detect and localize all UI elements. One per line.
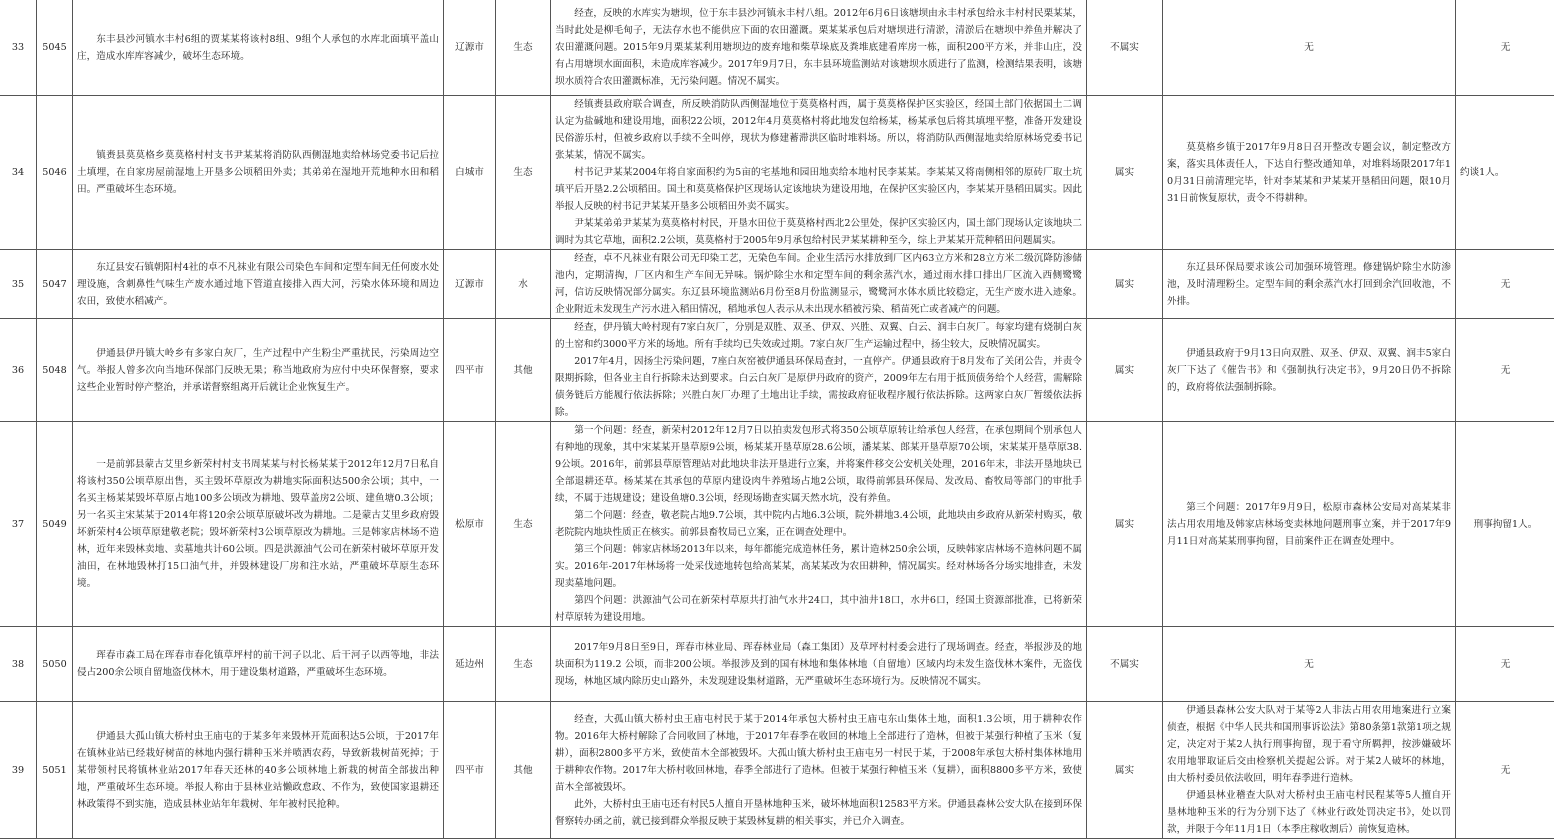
verdict: 不属实 [1087, 0, 1163, 96]
verdict: 属实 [1087, 319, 1163, 422]
verdict: 属实 [1087, 250, 1163, 319]
investigation-result [551, 319, 1087, 422]
paragraph: 经查，大孤山镇大桥村虫王庙屯村民于某于2014年承包大桥村虫王庙屯东山集体土地，面积1.3公顷，用于耕种农作物。2016年大桥村解除了合同收回了林地，于2017年春季在收回的林地上全部进行了造林，但被于某强行种植了玉米（复耕），面积2800多平方米，致使苗木全部被毁坏。大孤山镇大桥村虫王庙屯另一村民于某，于2008年承包大桥村集体林地用于耕种农作物。2017年大桥村收回林地，春季全部进行了造林。但被于某强行种植玉米（复耕），面积8800多平方米，致使苗木全部被毁坏。 [555, 711, 1082, 796]
table-row [0, 702, 1554, 839]
complaint-content [73, 702, 444, 839]
paragraph: 尹某某弟弟尹某某为莫莫格村村民，开垦水田位于莫莫格村西北2公里处，保护区实验区内，国土部门现场认定该地块二调时为其它草地，面积2.2公顷，莫莫格村于2005年9月承包给村民尹某某耕种至今，综上尹某某开荒种稻田问题属实。 [555, 215, 1082, 249]
investigation-result [551, 96, 1087, 250]
city: 辽源市 [444, 250, 496, 319]
table-row [0, 0, 1554, 96]
complaint-content [73, 250, 444, 319]
paragraph: 经查，卓不凡袜业有限公司无印染工艺，无染色车间。企业生活污水排放到厂区内63立方米和28立方米二级沉降防渗储池内，定期清掏，厂区内和生产车间无异味。锅炉除尘水和定型车间的剩余蒸汽水，通过雨水排口排出厂区流入西侧鹭鹭河，信访反映情况部分属实。东辽县环境监测站6月份至8月份监测显示，鹭鹭河水体水质比较稳定，无生产废水进入迹象。企业附近未发现生产污水进入稻田情况，稻地承包人表示从未出现水稻被污染、稻苗死亡或者减产的问题。 [555, 250, 1082, 318]
row-number: 37 [0, 422, 37, 627]
complaint-content [73, 422, 444, 627]
accountability: 无 [1456, 0, 1554, 96]
complaint-content [73, 96, 444, 250]
case-id: 5047 [37, 250, 73, 319]
accountability: 无 [1456, 702, 1554, 839]
paragraph: 东辽县环保局要求该公司加强环境管理。修建锅炉除尘水防渗池，及时清理粉尘。定型车间的剩余蒸汽水打回到余汽回收池，不外排。 [1167, 259, 1451, 310]
row-number: 38 [0, 627, 37, 702]
paragraph: 一是前郭县蒙古艾里乡新荣村村支书周某某与村长杨某某于2012年12月7日私自将该村350公顷草原出售，买主毁坏草原改为耕地实际面积达500余公顷；其中，一名买主杨某某毁坏草原占地100多公顷改为耕地、毁草盖房2公顷、建鱼塘0.3公顷；另一名买主宋某某于2014年将120余公顷草原破坏改为耕地。二是蒙古艾里乡政府毁坏新荣村4公顷草原建敬老院；毁坏新荣村3公顷草原改为耕地。三是韩家店林场不造林，近年来毁林卖地、卖墓地共计60公顷。四是洪源油气公司在新荣村破坏草原开发油田，在林地毁林打15口油气井，并毁林建设厂房和注水站，严重破坏草原生态环境。 [77, 456, 439, 592]
complaint-content [73, 319, 444, 422]
row-number: 33 [0, 0, 37, 96]
city: 辽源市 [444, 0, 496, 96]
paragraph: 村书记尹某某2004年将自家面积约为5亩的宅基地和园田地卖给本地村民李某某。李某某又将南侧相邻的原砖厂取土坑填平后开垦2.2公顷稻田。国土和莫莫格保护区现场认定该地块为建设用地，在保护区实验区内，李某某开垦稻田属实。因此举报人反映的村书记尹某某开垦多公顷稻田外卖不属实。 [555, 164, 1082, 215]
city: 延边州 [444, 627, 496, 702]
paragraph: 经查，伊丹镇大岭村现有7家白灰厂，分别是双胜、双圣、伊双、兴胜、双翼、白云、润丰白灰厂。每家均建有烧制白灰的土窑和约3000平方米的场地。所有手续均已失效或过期。7家白灰厂生产运输过程中，扬尘较大，反映情况属实。 [555, 319, 1082, 353]
paragraph: 第三个问题：韩家店林场2013年以来，每年都能完成造林任务，累计造林250余公顷，反映韩家店林场不造林问题不属实。2016年-2017年林场将一处采伐迹地转包给高某某，高某某改为农田耕种，情况属实。经对林场各分场实地排查，未发现卖墓地问题。 [555, 541, 1082, 592]
handling-result [1163, 702, 1456, 839]
row-number: 39 [0, 702, 37, 839]
case-id: 5050 [37, 627, 73, 702]
handling-result [1163, 319, 1456, 422]
investigation-result [551, 627, 1087, 702]
paragraph: 2017年4月，因扬尘污染问题，7座白灰窑被伊通县环保局查封，一直停产。伊通县政府于8月发布了关闭公告，并责令限期拆除，但各业主自行拆除未达到要求。白云白灰厂是原伊丹政府的资产，2009年左右用于抵顶债务给个人经营，需解除债务链后方能履行依法拆除；兴胜白灰厂办理了土地出让手续，需按政府征收程序履行依法拆除。这两家白灰厂暂缓依法拆除。 [555, 353, 1082, 421]
paragraph: 第一个问题：经查，新荣村2012年12月7日以拍卖发包形式将350公顷草原转让给承包人经营，在承包期间个别承包人有种地的现象，其中宋某某开垦草原9公顷，杨某某开垦草原28.6公顷，潘某某、郎某开垦草原70公顷，宋某某开垦草原38.9公顷。2016年，前郭县草原管理站对此地块非法开垦进行立案，并将案件移交公安机关处理，2016年末，非法开垦地块已全部退耕还草。杨某某在其承包的草原内建设肉牛养殖场占地2公顷，取得前郭县环保局、发改局、畜牧局等部门的审批手续，不属于违规建设；建设鱼塘0.3公顷，经现场勘查实属天然水坑，没有养鱼。 [555, 422, 1082, 507]
verdict: 不属实 [1087, 627, 1163, 702]
row-number: 34 [0, 96, 37, 250]
verdict: 属实 [1087, 702, 1163, 839]
row-number: 36 [0, 319, 37, 422]
paragraph: 经查，反映的水库实为塘坝，位于东丰县沙河镇永丰村八组。2012年6月6日该塘坝由永丰村承包给永丰村村民栗某某，当时此处是柳毛甸子，无法存水也不能供应下面的农田灌溉。栗某某承包后对塘坝进行清淤，清淤后在塘坝中养鱼并解决了农田灌溉问题。2015年9月栗某某利用塘坝边的废弃地和柴草垛底及粪堆底建看库房一栋，面积200平方米，并非山庄，没有占用塘坝水面面积，未造成库容减少。2017年9月7日，东丰县环境监测站对该塘坝水质进行了监测，检测结果表明，该塘坝水质符合农田灌溉标准，无污染问题。情况不属实。 [555, 5, 1082, 90]
complaint-content [73, 0, 444, 96]
complaint-content [73, 627, 444, 702]
pollution-type: 生态 [496, 422, 551, 627]
case-id: 5046 [37, 96, 73, 250]
paragraph: 珲春市森工局在珲春市春化镇草坪村的前干河子以北、后干河子以西等地，非法侵占200余公顷自留地盗伐林木，用于建设集材道路，严重破坏生态环境。 [77, 647, 439, 681]
pollution-type: 生态 [496, 96, 551, 250]
pollution-type: 其他 [496, 319, 551, 422]
investigation-result [551, 702, 1087, 839]
investigation-result [551, 0, 1087, 96]
pollution-type: 水 [496, 250, 551, 319]
pollution-type: 生态 [496, 627, 551, 702]
handling-result [1163, 96, 1456, 250]
verdict: 属实 [1087, 96, 1163, 250]
paragraph: 东辽县安石镇朝阳村4社的卓不凡袜业有限公司染色车间和定型车间无任何废水处理设施，含刺鼻性气味生产废水通过地下管道直接排入西大河，污染水体环境和周边农田，致使水稻减产。 [77, 259, 439, 310]
row-number: 35 [0, 250, 37, 319]
paragraph: 伊通县伊丹镇大岭乡有多家白灰厂，生产过程中产生粉尘严重扰民，污染周边空气。举报人曾多次向当地环保部门反映无果；称当地政府为应付中央环保督察，要求这些企业暂时停产整治，并承诺督察组离开后就让企业恢复生产。 [77, 345, 439, 396]
pollution-type: 其他 [496, 702, 551, 839]
paragraph: 莫莫格乡镇于2017年9月8日召开整改专题会议，制定整改方案，落实具体责任人，下达自行整改通知单，对堆料场限2017年10月31日前清理完毕，针对李某某和尹某某开垦稻田问题，限10月31日前恢复原状，责令不得耕种。 [1167, 139, 1451, 207]
city: 四平市 [444, 319, 496, 422]
handling-result [1163, 250, 1456, 319]
paragraph: 2017年9月8日至9日，珲春市林业局、珲春林业局（森工集团）及草坪村村委会进行了现场调查。经查，举报涉及的地块面积为119.2 公顷，而非200公顷。举报涉及到的国有林地和集体林地（自留地）区域内均未发生盗伐林木案件，无盗伐现场，林地区域内除历史山路外，未发现建设集材道路，无严重破坏生态环境行为。反映情况不属实。 [555, 639, 1082, 690]
paragraph: 第二个问题：经查，敬老院占地9.7公顷，其中院内占地6.3公顷，院外耕地3.4公顷，此地块由乡政府从新荣村购买，敬老院院内地块性质正在核实。前郭县畜牧局已立案，正在调查处理中。 [555, 507, 1082, 541]
accountability: 无 [1456, 319, 1554, 422]
paragraph: 此外，大桥村虫王庙屯还有村民5人擅自开垦林地种玉米，破坏林地面积12583平方米。伊通县森林公安大队在接到环保督察转办函之前，就已接到群众举报反映于某毁林复耕的相关事实，并已介入调查。 [555, 796, 1082, 830]
accountability: 刑事拘留1人。 [1456, 422, 1554, 627]
case-id: 5045 [37, 0, 73, 96]
case-id: 5048 [37, 319, 73, 422]
paragraph: 伊通县大孤山镇大桥村虫王庙屯的于某多年来毁林开荒面积达5公顷，于2017年在镇林业站已经栽好树苗的林地内强行耕种玉米并喷洒农药，导致新栽树苗死掉；于某带领村民将镇林业站2017年春天还林的40多公顷林地上新栽的树苗全部拔出种地，严重破坏生态环境。举报人称由于县林业站懒政怠政、不作为，致使国家退耕还林政策得不到实施，造成县林业站年年栽树、年年被村民抢种。 [77, 728, 439, 813]
handling-result: 无 [1163, 627, 1456, 702]
paragraph: 第三个问题：2017年9月9日，松原市森林公安局对高某某非法占用农用地及韩家店林场变卖林地问题刑事立案，并于2017年9月11日对高某某刑事拘留，目前案件正在调查处理中。 [1167, 499, 1451, 550]
paragraph: 伊通县森林公安大队对于某等2人非法占用农用地案进行立案侦查，根据《中华人民共和国刑事诉讼法》第80条第1款第1项之规定，决定对于某2人执行刑事拘留，现于看守所羁押，按涉嫌破坏农用地罪取证后交由检察机关提起公诉。对于某2人破坏的林地，由大桥村委员依法收回，明年春季进行造林。 [1167, 702, 1451, 787]
paragraph: 伊通县林业稽查大队对大桥村虫王庙屯村民程某等5人擅自开垦林地种玉米的行为分别下达了《林业行政处罚决定书》，处以罚款，并限于今年11月1日（本季庄稼收割后）前恢复造林。 [1167, 787, 1451, 838]
city: 松原市 [444, 422, 496, 627]
accountability: 无 [1456, 627, 1554, 702]
investigation-result [551, 250, 1087, 319]
accountability: 无 [1456, 250, 1554, 319]
table-row [0, 422, 1554, 627]
accountability: 约谈1人。 [1456, 96, 1554, 250]
handling-result: 无 [1163, 0, 1456, 96]
paragraph: 东丰县沙河镇水丰村6组的贾某某将该村8组、9组个人承包的水库北面填平盖山庄，造成水库库容减少，破坏生态环境。 [77, 31, 439, 65]
table-row [0, 319, 1554, 422]
table-row [0, 250, 1554, 319]
table-row [0, 627, 1554, 702]
paragraph: 第四个问题：洪源油气公司在新荣村草原共打油气水井24口，其中油井18口，水井6口，经国土资源部批准，已将新荣村草原转为建设用地。 [555, 592, 1082, 626]
paragraph: 伊通县政府于9月13日向双胜、双圣、伊双、双翼、润丰5家白灰厂下达了《催告书》和《强制执行决定书》，9月20日仍不拆除的，政府将依法强制拆除。 [1167, 345, 1451, 396]
table-row [0, 96, 1554, 250]
handling-result [1163, 422, 1456, 627]
investigation-result [551, 422, 1087, 627]
pollution-type: 生态 [496, 0, 551, 96]
case-id: 5051 [37, 702, 73, 839]
paragraph: 镇赉县莫莫格乡莫莫格村村支书尹某某将消防队西侧湿地卖给林场党委书记后拉土填埋，在自家房屋前湿地上开垦多公顷稻田外卖；其弟弟在湿地开荒地种水田和稻田。严重破坏生态环境。 [77, 147, 439, 198]
case-id: 5049 [37, 422, 73, 627]
city: 白城市 [444, 96, 496, 250]
paragraph: 经镇赉县政府联合调查，所反映消防队西侧湿地位于莫莫格村西，属于莫莫格保护区实验区，经国土部门依据国土二调认定为盐碱地和建设用地，面积22公顷，2012年4月莫莫格村将此地发包给杨某，杨某承包后将其填埋平整，准备开发建设民俗游乐村，但被乡政府以手续不全叫停，现状为修建蓄滞洪区临时堆料场。所以，将消防队西侧湿地卖给原林场党委书记张某某，情况不属实。 [555, 96, 1082, 164]
city: 四平市 [444, 702, 496, 839]
verdict: 属实 [1087, 422, 1163, 627]
